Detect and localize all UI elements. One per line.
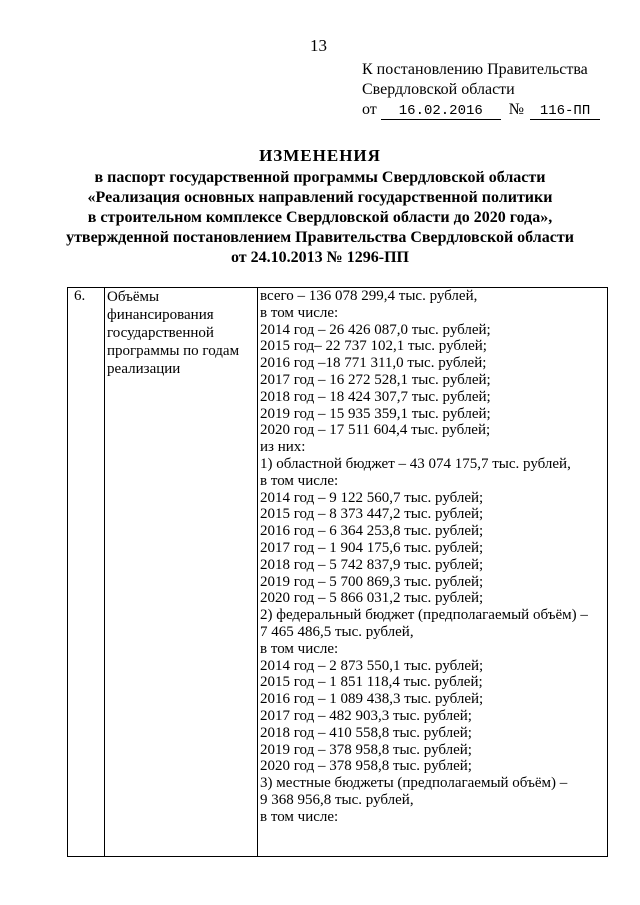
value-line: 2016 год – 6 364 253,8 тыс. рублей; — [260, 523, 484, 540]
row-value-cell — [258, 288, 608, 857]
approval-date-line — [362, 100, 600, 120]
table-row — [68, 288, 608, 857]
row-name-line: финансирования — [107, 307, 214, 323]
value-line: 2020 год – 378 958,8 тыс. рублей; — [260, 758, 472, 775]
row-name-line: государственной — [107, 325, 214, 341]
approval-block — [362, 60, 600, 120]
value-line: 9 368 956,8 тыс. рублей, — [260, 791, 414, 808]
value-line: 2020 год – 17 511 604,4 тыс. рублей; — [260, 422, 491, 439]
changes-table — [67, 287, 608, 857]
row-name-cell — [105, 288, 258, 857]
value-line: 2016 год –18 771 311,0 тыс. рублей; — [260, 355, 487, 372]
row-number: 6. — [68, 288, 105, 857]
page-number: 13 — [310, 36, 327, 55]
value-line: из них: — [260, 439, 306, 456]
document-title — [0, 146, 640, 268]
value-lines — [260, 288, 605, 854]
value-line: 2018 год – 410 558,8 тыс. рублей; — [260, 724, 472, 741]
value-line: 2016 год – 1 089 438,3 тыс. рублей; — [260, 691, 484, 708]
value-line: в том числе: — [260, 808, 339, 825]
value-line: 2017 год – 482 903,3 тыс. рублей; — [260, 707, 472, 724]
title-line: «Реализация основных направлений государственной политики — [87, 189, 553, 206]
approval-line-2: Свердловской области — [362, 81, 515, 98]
value-line: 2014 год – 26 426 087,0 тыс. рублей; — [260, 321, 491, 338]
value-line: всего – 136 078 299,4 тыс. рублей, — [260, 288, 478, 304]
row-name-line: программы по годам — [107, 343, 240, 359]
value-line: 2014 год – 9 122 560,7 тыс. рублей; — [260, 489, 484, 506]
value-line: в том числе: — [260, 472, 339, 489]
value-line: 2019 год – 378 958,8 тыс. рублей; — [260, 741, 472, 758]
title-line: утвержденной постановлением Правительства Свердловской области — [66, 229, 574, 246]
row-name-line: Объёмы — [107, 289, 160, 305]
value-line: 2017 год – 16 272 528,1 тыс. рублей; — [260, 371, 491, 388]
value-line: 2) федеральный бюджет (предполагаемый объём) – — [260, 607, 588, 624]
value-line: 2017 год – 1 904 175,6 тыс. рублей; — [260, 539, 484, 556]
from-label: от — [362, 101, 377, 118]
value-line: 2019 год – 5 700 869,3 тыс. рублей; — [260, 573, 484, 590]
value-line: 2020 год – 5 866 031,2 тыс. рублей; — [260, 590, 484, 607]
title-line: от 24.10.2013 № 1296-ПП — [231, 249, 409, 266]
title-main: ИЗМЕНЕНИЯ — [259, 146, 381, 165]
value-line: 2015 год– 22 737 102,1 тыс. рублей; — [260, 338, 487, 355]
approval-number: 116-ПП — [530, 103, 600, 120]
value-line: 2015 год – 1 851 118,4 тыс. рублей; — [260, 674, 483, 691]
value-line: 2014 год – 2 873 550,1 тыс. рублей; — [260, 657, 484, 674]
value-line: 7 465 486,5 тыс. рублей, — [260, 623, 414, 640]
number-label: № — [508, 101, 525, 118]
value-line: в том числе: — [260, 640, 339, 657]
title-line: в паспорт государственной программы Свердловской области — [94, 169, 546, 186]
approval-date: 16.02.2016 — [381, 103, 501, 120]
value-line: 2019 год – 15 935 359,1 тыс. рублей; — [260, 405, 491, 422]
value-line: в том числе: — [260, 304, 339, 321]
value-line: 2015 год – 8 373 447,2 тыс. рублей; — [260, 506, 484, 523]
approval-line-1: К постановлению Правительства — [362, 61, 588, 78]
row-name-line: реализации — [107, 361, 181, 377]
title-line: в строительном комплексе Свердловской области до 2020 года», — [87, 209, 553, 226]
value-line: 2018 год – 18 424 307,7 тыс. рублей; — [260, 388, 491, 405]
value-line: 1) областной бюджет – 43 074 175,7 тыс. рублей, — [260, 455, 571, 472]
value-line: 2018 год – 5 742 837,9 тыс. рублей; — [260, 556, 484, 573]
value-line: 3) местные бюджеты (предполагаемый объём) – — [260, 775, 568, 792]
